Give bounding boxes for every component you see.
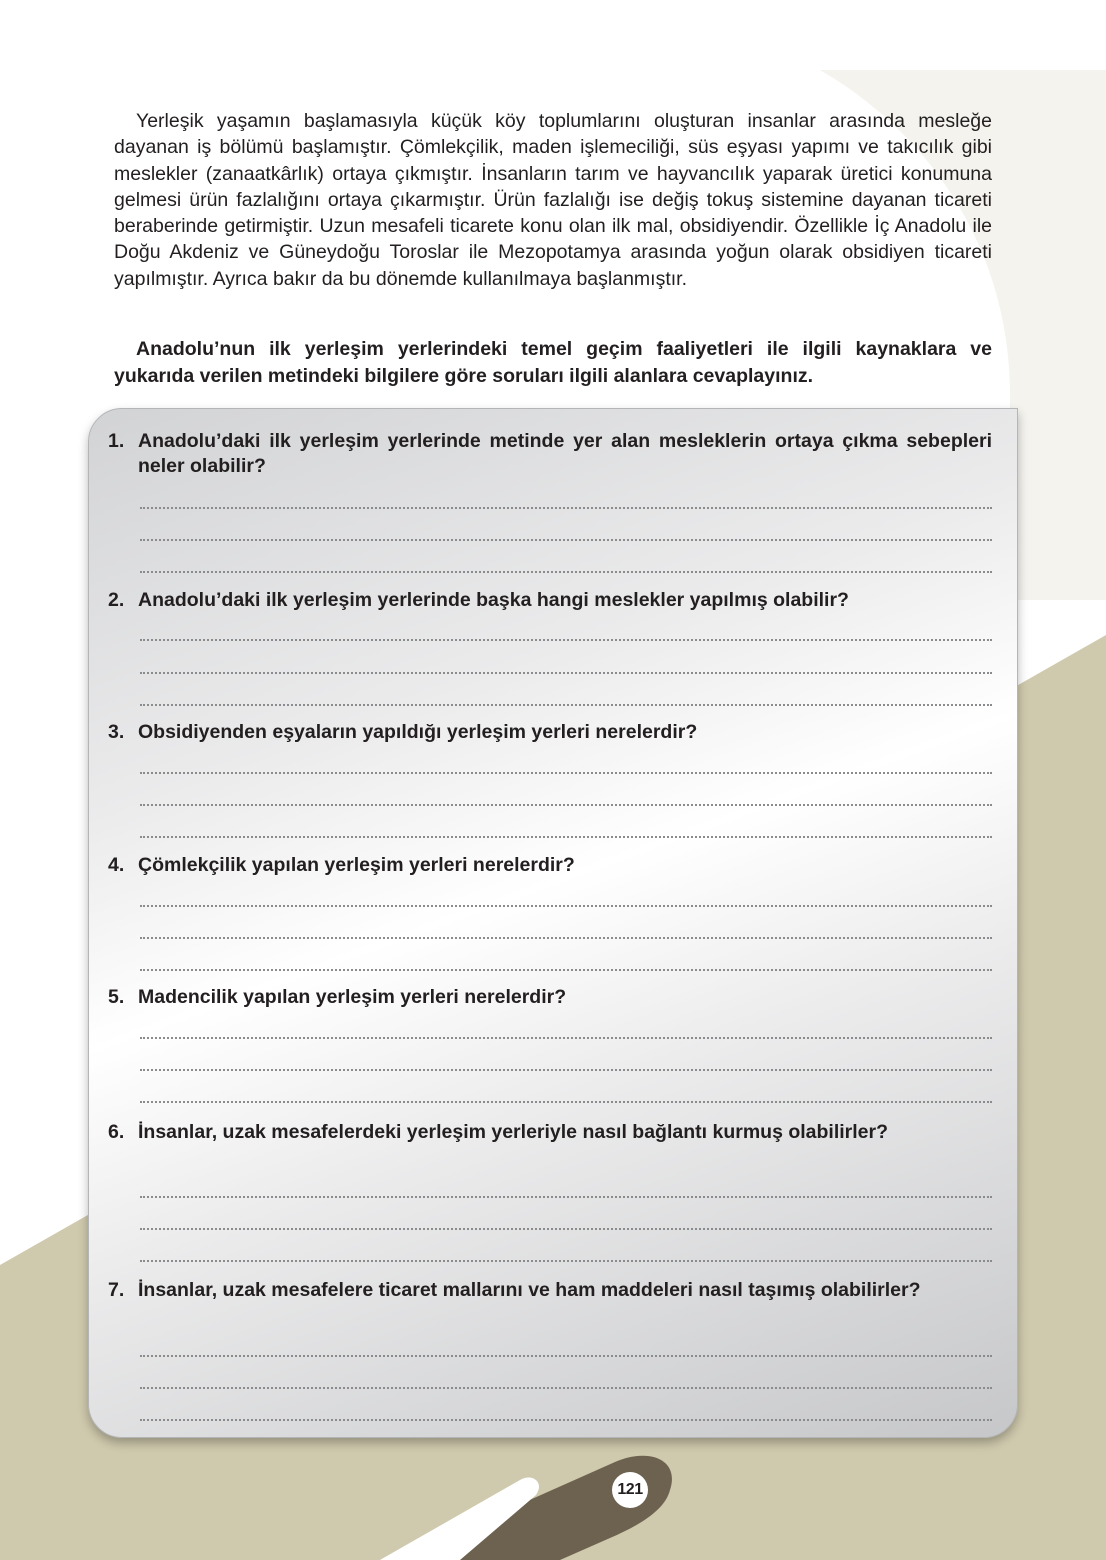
answer-line[interactable]	[140, 1069, 992, 1071]
question-text: Madencilik yapılan yerleşim yerleri nerelerdir?	[138, 986, 567, 1008]
instruction-text: Anadolu’nun ilk yerleşim yerlerindeki temel geçim faaliyetleri ile ilgili kaynaklara ve yukarıda verilen metindeki bilgilere göre soruları ilgili alanlara cevaplayınız.	[114, 338, 992, 387]
answer-line[interactable]	[140, 1196, 992, 1198]
question-3	[108, 720, 992, 745]
answer-line[interactable]	[140, 1355, 992, 1357]
question-number: 3.	[108, 721, 125, 743]
question-7	[108, 1278, 992, 1303]
question-number: 7.	[108, 1279, 125, 1301]
question-number: 2.	[108, 589, 125, 611]
answer-line[interactable]	[140, 704, 992, 706]
question-2	[108, 588, 992, 613]
question-text: İnsanlar, uzak mesafelere ticaret mallarını ve ham maddeleri nasıl taşımış olabilirler?	[138, 1279, 921, 1301]
question-1	[108, 429, 992, 479]
answer-line[interactable]	[140, 672, 992, 674]
answer-line[interactable]	[140, 937, 992, 939]
question-text: Anadolu’daki ilk yerleşim yerlerinde başka hangi meslekler yapılmış olabilir?	[138, 589, 849, 611]
answer-line[interactable]	[140, 1037, 992, 1039]
answer-line[interactable]	[140, 836, 992, 838]
question-text: Çömlekçilik yapılan yerleşim yerleri nerelerdir?	[138, 854, 575, 876]
answer-line[interactable]	[140, 571, 992, 573]
question-4	[108, 853, 992, 878]
question-number: 5.	[108, 986, 125, 1008]
question-6	[108, 1120, 992, 1145]
answer-line[interactable]	[140, 507, 992, 509]
question-number: 4.	[108, 854, 125, 876]
question-5	[108, 985, 992, 1010]
question-text: İnsanlar, uzak mesafelerdeki yerleşim yerleriyle nasıl bağlantı kurmuş olabilirler?	[138, 1121, 889, 1143]
answer-line[interactable]	[140, 1260, 992, 1262]
question-number: 6.	[108, 1121, 125, 1143]
answer-line[interactable]	[140, 804, 992, 806]
answer-line[interactable]	[140, 1101, 992, 1103]
question-text: Obsidiyenden eşyaların yapıldığı yerleşim yerleri nerelerdir?	[138, 721, 698, 743]
question-text: Anadolu’daki ilk yerleşim yerlerinde metinde yer alan mesleklerin ortaya çıkma sebepleri neler olabilir?	[138, 430, 992, 477]
answer-line[interactable]	[140, 772, 992, 774]
page-number: 121	[612, 1472, 648, 1508]
question-number: 1.	[108, 430, 125, 452]
answer-line[interactable]	[140, 539, 992, 541]
answer-line[interactable]	[140, 905, 992, 907]
answer-line[interactable]	[140, 1387, 992, 1389]
answer-line[interactable]	[140, 1419, 992, 1421]
answer-line[interactable]	[140, 639, 992, 641]
intro-paragraph: Yerleşik yaşamın başlamasıyla küçük köy toplumlarını oluşturan insanlar arasında mesleğe dayanan iş bölümü başlamıştır. Çömlekçilik, maden işlemeciliği, süs eşyası yapımı ve takıcılık gibi meslekler (zanaatkârlık) ortaya çıkmıştır. İnsanların tarım ve hayvancılık yaparak üretici konumuna gelmesi ürün fazlalığını ortaya çıkarmıştır. Ürün fazlalığı ise değiş tokuş sistemine dayanan ticareti beraberinde getirmiştir. Uzun mesafeli ticarete konu olan ilk mal, obsidiyendir. Özellikle İç Anadolu ile Doğu Akdeniz ve Güneydoğu Toroslar ile Mezopotamya arasında yoğun olarak obsidiyen ticareti yapılmıştır. Ayrıca bakır da bu dönemde kullanılmaya başlanmıştır.	[114, 110, 992, 290]
answer-line[interactable]	[140, 969, 992, 971]
answer-line[interactable]	[140, 1228, 992, 1230]
